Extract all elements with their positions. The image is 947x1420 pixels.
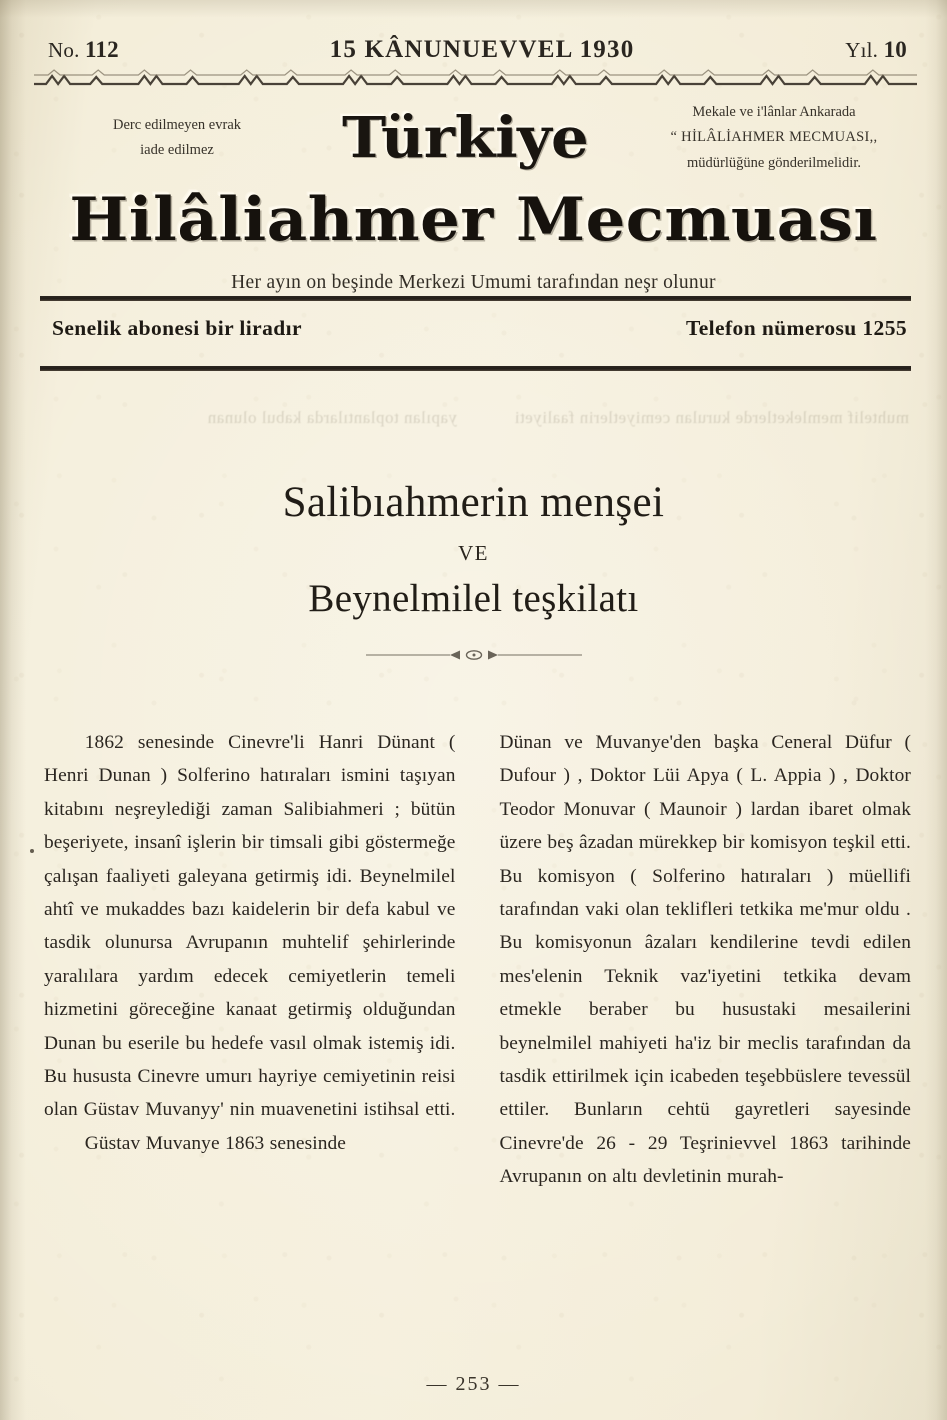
issue-year-value: 10 [883, 37, 907, 62]
telephone-number: Telefon nümerosu 1255 [685, 316, 907, 340]
masthead-title-main: Hilâliahmer Mecmuası [69, 185, 878, 256]
issue-number-group [48, 37, 119, 63]
issue-date: 15 KÂNUNUEVVEL 1930 [329, 36, 635, 63]
title-ornament-divider [0, 648, 947, 662]
paragraph: Güstav Muvanye 1863 senesinde [84, 1132, 347, 1154]
article-title-connector: VE [458, 541, 489, 566]
ink-speck-artifact [30, 849, 34, 853]
right-note-line-1: Mekale ve i'lânlar Ankarada [692, 104, 856, 120]
masthead-right-note [629, 100, 919, 176]
zigzag-divider-ornament [34, 68, 917, 90]
page-edge-shadow-top [0, 0, 947, 18]
article-title: Salibıahmerin menşei [282, 479, 665, 526]
subscription-price: Senelik abonesi bir liradır [52, 316, 302, 340]
left-note-line-2: iade edilmez [140, 142, 214, 159]
issue-line [48, 36, 907, 64]
right-note-line-2: “ HİLÂLİAHMER MECMUASI,, [670, 129, 878, 146]
bleed-through-ghost-text [45, 398, 909, 476]
ghost-text-left: muhtelif memleketlerde kurulan cemiyetlerin faaliyeti [514, 408, 909, 427]
issue-year-group [845, 37, 907, 63]
column-left [44, 726, 456, 1194]
column-right [500, 726, 912, 1194]
masthead-tagline: Her ayın on beşinde Merkezi Umumi tarafından neşr olunur [231, 272, 716, 294]
issue-number-label: No. [48, 38, 80, 62]
article-title-block [0, 478, 947, 621]
masthead-top-row [0, 100, 947, 176]
subscription-band [52, 316, 907, 341]
issue-year-label: Yıl. [845, 38, 879, 62]
left-note-line-1: Derc edilmeyen evrak [112, 116, 241, 133]
paragraph: 1862 senesinde Cinevre'li Hanri Dünant ( Henri Dunan ) Solferino hatıraları ismini taşıyan kitabını neşreylediği zaman Salibiahmeri ; bütün beşeriyete, insanî işlerin bir timsali gibi göstermeğe çalışan faaliyeti galeyana getirmiş idi. Beynelmilel ahtî ve mukaddes bazı kaidelerin bir defa kabul ve tasdik olunursa Avrupanın muhtelif şehirlerinde yaralılara yardım edecek cemiyetlerin temeli hizmetini göreceğine kanaat getirmiş olduğundan Dunan bu eserile bu hedefe vasıl olmak istemiş idi. Bu hususta Cinevre umurı hayriye cemiyetinin reisi olan Güstav Muvanyy' nin muavenetini istihsal etti. [44, 732, 456, 1121]
article-body [44, 726, 911, 1194]
right-note-line-3: müdürlüğüne gönderilmelidir. [687, 154, 861, 171]
masthead-left-note [52, 113, 302, 164]
subscription-rule-bottom [40, 366, 911, 371]
page-number: — 253 — [426, 1373, 521, 1395]
masthead-title-top: Türkiye [342, 105, 589, 172]
issue-number-value: 112 [84, 37, 119, 62]
subscription-rule-top [40, 296, 911, 301]
ghost-text-right: yapılan toplantılarda kabul olunan [207, 408, 457, 427]
article-subtitle: Beynelmilel teşkilatı [308, 577, 639, 621]
paragraph: Dünan ve Muvanye'den başka Ceneral Düfur ( Dufour ) , Doktor Lüi Apya ( L. Appia ) , Doktor Teodor Monuvar ( Maunoir ) lardan ibaret olmak üzere beş âzadan mürekkep bir komisyon teşkil etti. Bu komisyon ( Solferino hatıraları ) müellifi tarafından vaki olan teklifleri tetkika me'mur oldu . Bu komisyonun âzaları kendilerine tevdi edilen mes'elenin Teknik vaz'iyetini tetkika devam etmekle beraber bu husustaki mesailerini beynelmilel mahiyeti ha'iz bir meclis tarafından da tasdik ettirilmek için icabeden teşebbüslere tevessül ettiler. Bunların cehtü gayretleri sayesinde Cinevre'de 26 - 29 Teşrinievvel 1863 tarihinde Avrupanın on altı devletinin murah- [499, 732, 911, 1188]
masthead [0, 100, 947, 294]
